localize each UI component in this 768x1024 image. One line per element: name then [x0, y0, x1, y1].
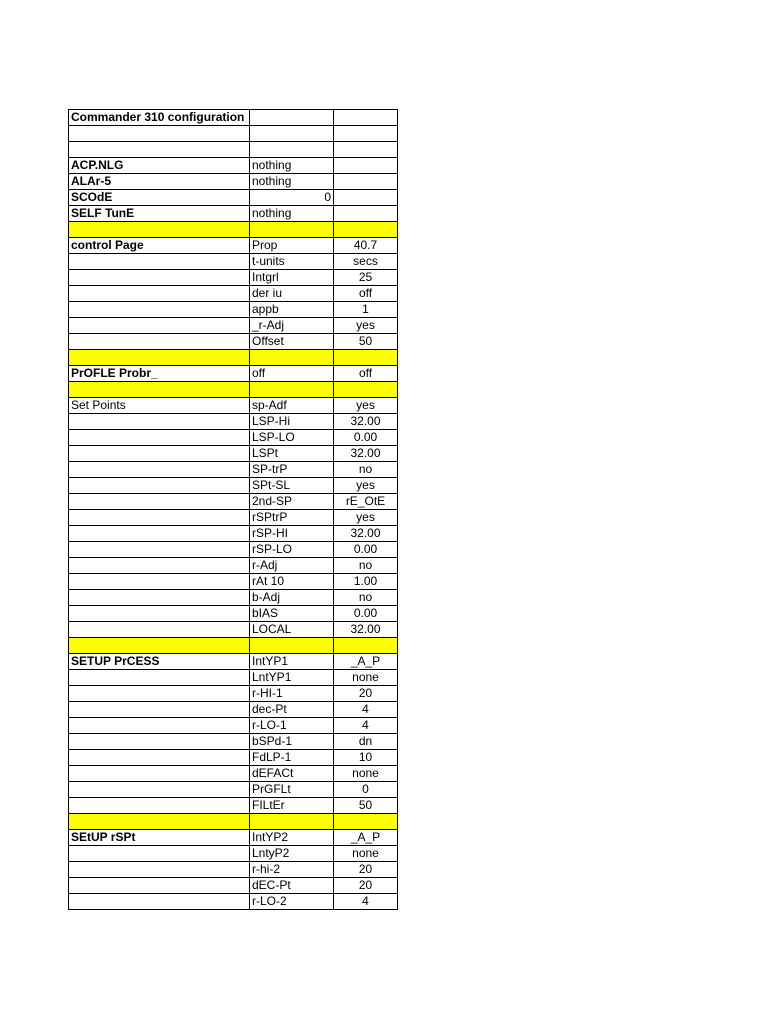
- section-label-cell: PrOFLE Probr_: [69, 366, 250, 382]
- section-label-cell: SCOdE: [69, 190, 250, 206]
- value-cell: 0.00: [334, 606, 398, 622]
- value-cell: 50: [334, 334, 398, 350]
- table-row: [69, 542, 398, 558]
- value-cell: 1: [334, 302, 398, 318]
- table-row: [69, 846, 398, 862]
- table-row: [69, 606, 398, 622]
- section-label-cell: SETUP PrCESS: [69, 654, 250, 670]
- value-cell: none: [334, 766, 398, 782]
- table-row: [69, 462, 398, 478]
- section-label-cell: [69, 558, 250, 574]
- section-label-cell: [69, 734, 250, 750]
- configuration-table: [68, 109, 398, 910]
- table-row: [69, 318, 398, 334]
- value-cell: _A_P: [334, 830, 398, 846]
- section-label-cell: [69, 878, 250, 894]
- table-row: [69, 894, 398, 910]
- parameter-cell: der iu: [250, 286, 334, 302]
- highlight-separator-row: [69, 814, 398, 830]
- parameter-cell: [250, 814, 334, 830]
- section-label-cell: [69, 510, 250, 526]
- parameter-cell: FdLP-1: [250, 750, 334, 766]
- table-row: [69, 190, 398, 206]
- value-cell: no: [334, 462, 398, 478]
- section-label-cell: [69, 286, 250, 302]
- section-label-cell: [69, 622, 250, 638]
- table-row: [69, 110, 398, 126]
- value-cell: none: [334, 670, 398, 686]
- parameter-cell: t-units: [250, 254, 334, 270]
- section-label-cell: [69, 782, 250, 798]
- table-row: [69, 366, 398, 382]
- table-row: [69, 798, 398, 814]
- section-label-cell: [69, 126, 250, 142]
- parameter-cell: LSPt: [250, 446, 334, 462]
- value-cell: secs: [334, 254, 398, 270]
- value-cell: 32.00: [334, 526, 398, 542]
- parameter-cell: [250, 126, 334, 142]
- parameter-cell: [250, 638, 334, 654]
- highlight-separator-row: [69, 222, 398, 238]
- value-cell: off: [334, 366, 398, 382]
- configuration-table-body: [69, 110, 398, 910]
- value-cell: 25: [334, 270, 398, 286]
- section-label-cell: [69, 446, 250, 462]
- table-row: [69, 414, 398, 430]
- parameter-cell: nothing: [250, 174, 334, 190]
- table-row: [69, 302, 398, 318]
- section-label-cell: SEtUP rSPt: [69, 830, 250, 846]
- parameter-cell: Intgrl: [250, 270, 334, 286]
- parameter-cell: dEC-Pt: [250, 878, 334, 894]
- value-cell: dn: [334, 734, 398, 750]
- section-label-cell: [69, 702, 250, 718]
- table-row: [69, 718, 398, 734]
- section-label-cell: [69, 718, 250, 734]
- value-cell: yes: [334, 478, 398, 494]
- section-label-cell: SELF TunE: [69, 206, 250, 222]
- section-label-cell: [69, 846, 250, 862]
- highlight-separator-row: [69, 638, 398, 654]
- section-label-cell: [69, 430, 250, 446]
- section-label-cell: [69, 670, 250, 686]
- table-row: [69, 142, 398, 158]
- value-cell: [334, 814, 398, 830]
- value-cell: 20: [334, 862, 398, 878]
- table-row: [69, 174, 398, 190]
- value-cell: _A_P: [334, 654, 398, 670]
- value-cell: no: [334, 590, 398, 606]
- section-label-cell: control Page: [69, 238, 250, 254]
- parameter-cell: LntyP2: [250, 846, 334, 862]
- parameter-cell: r-LO-1: [250, 718, 334, 734]
- table-row: [69, 494, 398, 510]
- parameter-cell: 0: [250, 190, 334, 206]
- value-cell: 32.00: [334, 622, 398, 638]
- section-label-cell: [69, 318, 250, 334]
- section-label-cell: [69, 638, 250, 654]
- section-label-cell: Commander 310 configuration: [69, 110, 250, 126]
- table-row: [69, 878, 398, 894]
- section-label-cell: [69, 350, 250, 366]
- value-cell: off: [334, 286, 398, 302]
- parameter-cell: rSP-HI: [250, 526, 334, 542]
- table-row: [69, 206, 398, 222]
- table-row: [69, 686, 398, 702]
- value-cell: 10: [334, 750, 398, 766]
- table-row: [69, 270, 398, 286]
- section-label-cell: [69, 862, 250, 878]
- parameter-cell: off: [250, 366, 334, 382]
- section-label-cell: [69, 254, 250, 270]
- value-cell: 20: [334, 686, 398, 702]
- parameter-cell: LSP-LO: [250, 430, 334, 446]
- parameter-cell: IntYP2: [250, 830, 334, 846]
- table-row: [69, 558, 398, 574]
- value-cell: [334, 206, 398, 222]
- section-label-cell: [69, 382, 250, 398]
- value-cell: [334, 126, 398, 142]
- section-label-cell: [69, 526, 250, 542]
- value-cell: [334, 222, 398, 238]
- parameter-cell: LOCAL: [250, 622, 334, 638]
- table-row: [69, 734, 398, 750]
- parameter-cell: nothing: [250, 158, 334, 174]
- section-label-cell: [69, 334, 250, 350]
- value-cell: [334, 638, 398, 654]
- section-label-cell: [69, 222, 250, 238]
- section-label-cell: [69, 302, 250, 318]
- table-row: [69, 830, 398, 846]
- parameter-cell: rAt 10: [250, 574, 334, 590]
- value-cell: 1.00: [334, 574, 398, 590]
- section-label-cell: [69, 590, 250, 606]
- section-label-cell: [69, 270, 250, 286]
- parameter-cell: dec-Pt: [250, 702, 334, 718]
- section-label-cell: [69, 142, 250, 158]
- value-cell: yes: [334, 398, 398, 414]
- parameter-cell: nothing: [250, 206, 334, 222]
- parameter-cell: [250, 382, 334, 398]
- table-row: [69, 238, 398, 254]
- parameter-cell: r-hi-2: [250, 862, 334, 878]
- parameter-cell: bIAS: [250, 606, 334, 622]
- table-row: [69, 446, 398, 462]
- highlight-separator-row: [69, 382, 398, 398]
- value-cell: [334, 142, 398, 158]
- parameter-cell: rSPtrP: [250, 510, 334, 526]
- section-label-cell: [69, 494, 250, 510]
- table-row: [69, 590, 398, 606]
- value-cell: 4: [334, 894, 398, 910]
- value-cell: 32.00: [334, 446, 398, 462]
- parameter-cell: _r-Adj: [250, 318, 334, 334]
- parameter-cell: bSPd-1: [250, 734, 334, 750]
- table-row: [69, 430, 398, 446]
- value-cell: 4: [334, 702, 398, 718]
- parameter-cell: dEFACt: [250, 766, 334, 782]
- value-cell: rE_OtE: [334, 494, 398, 510]
- parameter-cell: Offset: [250, 334, 334, 350]
- highlight-separator-row: [69, 350, 398, 366]
- table-row: [69, 126, 398, 142]
- table-row: [69, 510, 398, 526]
- table-row: [69, 478, 398, 494]
- parameter-cell: PrGFLt: [250, 782, 334, 798]
- section-label-cell: [69, 542, 250, 558]
- table-row: [69, 158, 398, 174]
- value-cell: 0.00: [334, 542, 398, 558]
- parameter-cell: LSP-Hi: [250, 414, 334, 430]
- section-label-cell: [69, 606, 250, 622]
- section-label-cell: [69, 478, 250, 494]
- value-cell: [334, 190, 398, 206]
- parameter-cell: 2nd-SP: [250, 494, 334, 510]
- parameter-cell: [250, 350, 334, 366]
- parameter-cell: r-LO-2: [250, 894, 334, 910]
- value-cell: none: [334, 846, 398, 862]
- section-label-cell: [69, 894, 250, 910]
- parameter-cell: [250, 222, 334, 238]
- value-cell: 0.00: [334, 430, 398, 446]
- parameter-cell: [250, 142, 334, 158]
- section-label-cell: Set Points: [69, 398, 250, 414]
- table-row: [69, 750, 398, 766]
- table-row: [69, 670, 398, 686]
- value-cell: no: [334, 558, 398, 574]
- value-cell: 4: [334, 718, 398, 734]
- section-label-cell: [69, 750, 250, 766]
- parameter-cell: IntYP1: [250, 654, 334, 670]
- value-cell: 20: [334, 878, 398, 894]
- table-row: [69, 654, 398, 670]
- value-cell: yes: [334, 510, 398, 526]
- value-cell: 50: [334, 798, 398, 814]
- table-row: [69, 254, 398, 270]
- parameter-cell: [250, 110, 334, 126]
- table-row: [69, 862, 398, 878]
- table-row: [69, 574, 398, 590]
- parameter-cell: SP-trP: [250, 462, 334, 478]
- section-label-cell: [69, 414, 250, 430]
- value-cell: [334, 174, 398, 190]
- parameter-cell: SPt-SL: [250, 478, 334, 494]
- parameter-cell: b-Adj: [250, 590, 334, 606]
- section-label-cell: [69, 798, 250, 814]
- parameter-cell: r-Adj: [250, 558, 334, 574]
- table-row: [69, 622, 398, 638]
- value-cell: 0: [334, 782, 398, 798]
- parameter-cell: FILtEr: [250, 798, 334, 814]
- table-row: [69, 702, 398, 718]
- value-cell: [334, 382, 398, 398]
- table-row: [69, 334, 398, 350]
- section-label-cell: ACP.NLG: [69, 158, 250, 174]
- section-label-cell: [69, 574, 250, 590]
- value-cell: 32.00: [334, 414, 398, 430]
- table-row: [69, 766, 398, 782]
- table-row: [69, 782, 398, 798]
- value-cell: [334, 158, 398, 174]
- value-cell: yes: [334, 318, 398, 334]
- parameter-cell: appb: [250, 302, 334, 318]
- section-label-cell: [69, 462, 250, 478]
- section-label-cell: [69, 766, 250, 782]
- value-cell: [334, 350, 398, 366]
- section-label-cell: ALAr-5: [69, 174, 250, 190]
- parameter-cell: rSP-LO: [250, 542, 334, 558]
- parameter-cell: r-HI-1: [250, 686, 334, 702]
- parameter-cell: LntYP1: [250, 670, 334, 686]
- section-label-cell: [69, 686, 250, 702]
- section-label-cell: [69, 814, 250, 830]
- table-row: [69, 526, 398, 542]
- parameter-cell: sp-Adf: [250, 398, 334, 414]
- value-cell: 40.7: [334, 238, 398, 254]
- table-row: [69, 286, 398, 302]
- table-row: [69, 398, 398, 414]
- parameter-cell: Prop: [250, 238, 334, 254]
- value-cell: [334, 110, 398, 126]
